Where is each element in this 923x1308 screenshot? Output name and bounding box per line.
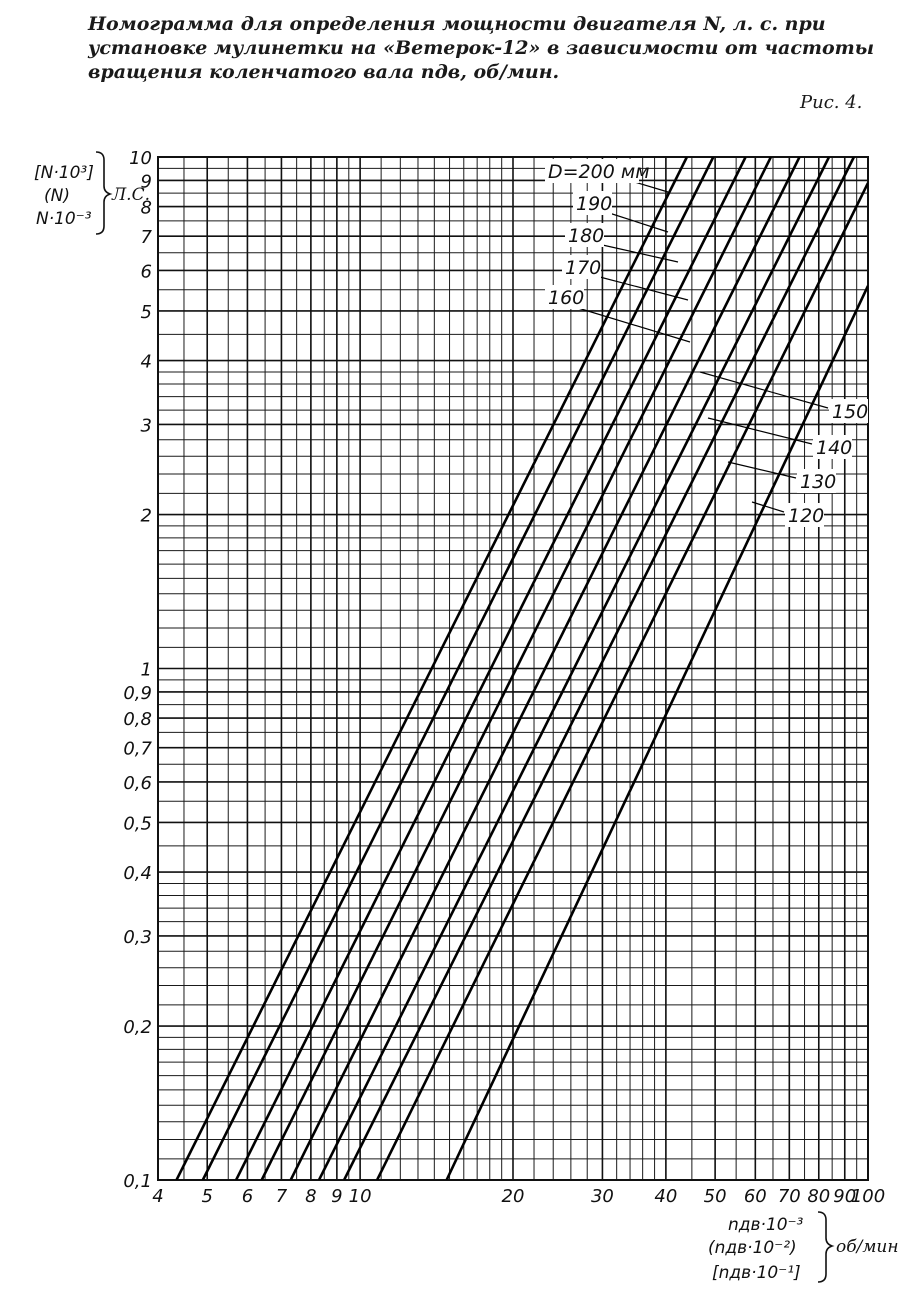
x-tick-label: 60 <box>743 1186 767 1207</box>
curve-label: 130 <box>800 471 837 493</box>
y-tick-label: 7 <box>140 227 152 249</box>
y-tick-label: 8 <box>140 197 152 219</box>
y-axis-label-2: N·10⁻³ <box>36 209 92 229</box>
x-tick-label: 80 <box>807 1186 831 1207</box>
y-tick-label: 0,4 <box>123 863 152 885</box>
figure-caption: Номограмма для определения мощности двигателя N, л. с. при установке мулинетки на «Ветерок-12» в зависимости от частоты вращения коленчатого вала nдв, об/мин. <box>88 13 875 83</box>
x-tick-label: 7 <box>275 1186 288 1207</box>
y-tick-label: 9 <box>140 171 152 193</box>
curve-label: D=200 мм <box>548 161 650 183</box>
y-axis-label-1: (N) <box>44 186 70 206</box>
y-tick-label: 4 <box>140 351 152 373</box>
y-tick-label: 0,1 <box>123 1171 152 1192</box>
x-tick-label: 9 <box>331 1186 343 1207</box>
y-tick-label: 0,9 <box>123 682 152 704</box>
x-tick-label: 100 <box>850 1186 886 1207</box>
curve-label-leader <box>596 276 688 300</box>
y-tick-label: 2 <box>140 505 152 527</box>
y-tick-label: 0,8 <box>123 709 152 731</box>
x-tick-labels <box>152 1186 885 1207</box>
y-tick-label: 0,2 <box>123 1017 152 1039</box>
x-tick-label: 30 <box>590 1186 614 1207</box>
curve-label-leader <box>728 462 796 478</box>
y-tick-label: 0,5 <box>123 813 152 835</box>
x-axis-label-2: [nдв·10⁻¹] <box>712 1263 801 1283</box>
x-tick-label: 20 <box>501 1186 525 1207</box>
x-axis-label-0: nдв·10⁻³ <box>728 1215 804 1235</box>
x-tick-label: 40 <box>654 1186 678 1207</box>
curve-label: 140 <box>816 437 853 459</box>
x-tick-label: 4 <box>152 1186 164 1207</box>
x-tick-label: 8 <box>305 1186 317 1207</box>
x-tick-label: 50 <box>703 1186 727 1207</box>
y-tick-label: 0,3 <box>123 926 152 948</box>
curve-label: 120 <box>788 505 825 527</box>
curve-label: 160 <box>548 287 585 309</box>
curve-label-leader <box>700 372 828 408</box>
y-tick-label: 3 <box>140 415 152 437</box>
y-tick-label: 6 <box>140 261 152 283</box>
grid <box>158 157 868 1180</box>
x-tick-label: 5 <box>201 1186 213 1207</box>
x-tick-label: 6 <box>241 1186 254 1207</box>
y-tick-label: 0,7 <box>123 738 152 760</box>
x-tick-label: 10 <box>348 1186 372 1207</box>
figure-label: Рис. 4. <box>800 92 863 113</box>
x-tick-label: 90 <box>833 1186 857 1207</box>
y-axis-label-0: [N·10³] <box>34 163 94 183</box>
x-axis-label-1: (nдв·10⁻²) <box>708 1238 797 1258</box>
y-tick-label: 1 <box>140 659 152 681</box>
x-axis-brace <box>818 1212 832 1282</box>
curve-label: 150 <box>832 401 869 423</box>
y-axis-unit: Л.С. <box>112 185 151 205</box>
x-tick-label: 70 <box>777 1186 801 1207</box>
y-tick-label: 0,6 <box>123 772 152 794</box>
curve-label: 170 <box>565 257 602 279</box>
y-tick-labels <box>123 148 152 1192</box>
y-tick-label: 5 <box>140 301 152 323</box>
x-axis-unit-block <box>708 1212 899 1283</box>
x-axis-unit: об/мин <box>836 1237 899 1257</box>
y-axis-brace <box>96 152 110 234</box>
y-tick-label: 10 <box>129 148 152 169</box>
curve-label: 180 <box>568 225 605 247</box>
curve-label-leader <box>752 502 784 512</box>
curve-label: 190 <box>576 193 613 215</box>
